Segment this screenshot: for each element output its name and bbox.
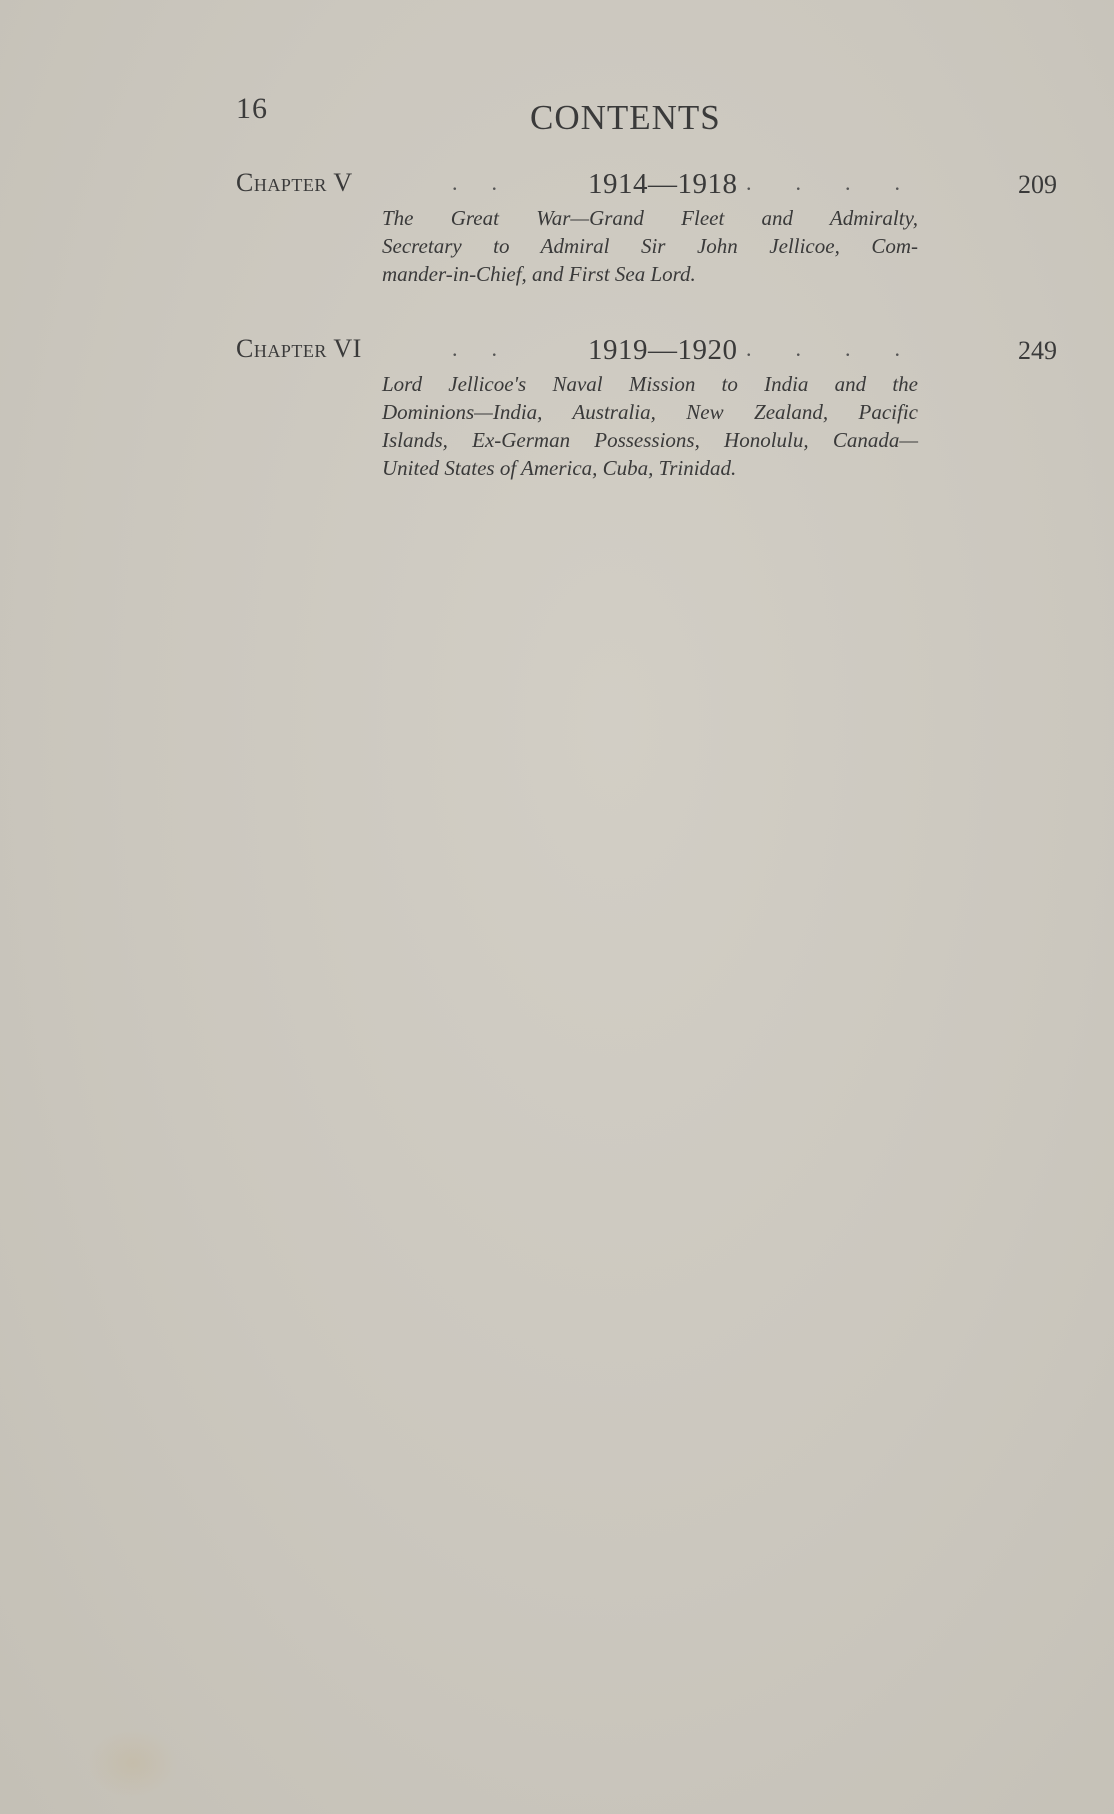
summary-line: mander-in-Chief, and First Sea Lord. bbox=[382, 262, 696, 286]
leader-dots: .. bbox=[452, 336, 531, 361]
leader-dots: .... bbox=[746, 170, 944, 195]
page-reference: 249 bbox=[1018, 336, 1057, 365]
summary-line: Lord Jellicoe's Naval Mission to India and the bbox=[382, 372, 918, 396]
page-reference: 209 bbox=[1018, 170, 1057, 199]
summary-line: Islands, Ex-German Possessions, Honolulu, Canada— bbox=[382, 428, 918, 452]
summary-line: United States of America, Cuba, Trinidad. bbox=[382, 456, 737, 480]
chapter-years: 1914—1918 bbox=[588, 168, 738, 200]
summary-line: Secretary to Admiral Sir John Jellicoe, Com- bbox=[382, 234, 918, 258]
summary-line: Dominions—India, Australia, New Zealand, Pacific bbox=[382, 400, 918, 424]
chapter-summary bbox=[382, 204, 918, 288]
leader-dots: .... bbox=[746, 336, 944, 361]
page-number: 16 bbox=[236, 92, 268, 125]
chapter-label: Chapter VI bbox=[236, 334, 362, 363]
chapter-label: Chapter V bbox=[236, 168, 353, 197]
running-head: CONTENTS bbox=[530, 98, 721, 137]
chapter-summary bbox=[382, 370, 918, 482]
chapter-years: 1919—1920 bbox=[588, 334, 738, 366]
paper-stain bbox=[88, 1728, 178, 1798]
summary-line: The Great War—Grand Fleet and Admiralty, bbox=[382, 206, 918, 230]
leader-dots: .. bbox=[452, 170, 531, 195]
